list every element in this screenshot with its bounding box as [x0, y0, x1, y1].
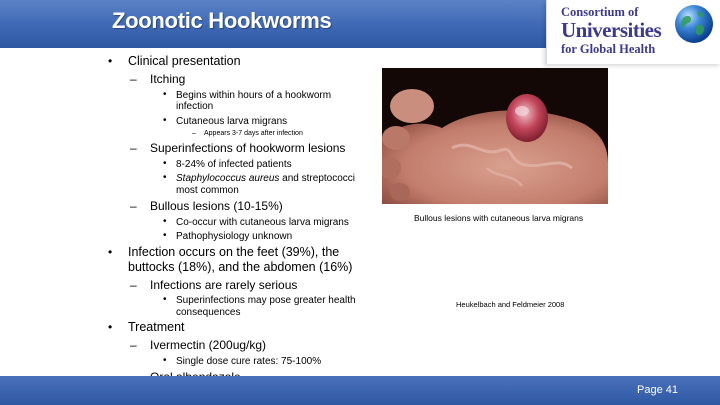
foot-lesion-image	[382, 68, 608, 204]
consortium-logo	[546, 0, 720, 64]
list-item: • Superinfections may pose greater health consequences	[163, 294, 356, 318]
globe-icon	[674, 4, 714, 44]
list-item: – Superinfections of hookworm lesions	[130, 141, 346, 155]
list-item: – Bullous lesions (10-15%)	[130, 199, 283, 213]
list-item: • Begins within hours of a hookworm infection	[163, 88, 332, 112]
list-item: • Cutaneous larva migrans	[163, 114, 288, 127]
list-item: • Single dose cure rates: 75-100%	[163, 354, 322, 367]
figure-caption: Bullous lesions with cutaneous larva migrans	[414, 213, 584, 223]
list-item: – Infections are rarely serious	[130, 277, 298, 292]
list-item: • 8-24% of infected patients	[163, 157, 292, 170]
list-item: • Treatment	[108, 320, 185, 334]
slide-title: Zoonotic Hookworms	[112, 8, 332, 33]
list-item: – Itching	[130, 72, 186, 86]
figure-citation: Heukelbach and Feldmeier 2008	[456, 300, 565, 309]
page-number: Page 41	[637, 384, 678, 396]
logo-text	[561, 6, 661, 55]
logo-line-2: Universities	[561, 17, 662, 42]
footer-bar	[0, 376, 720, 405]
lesion-photo	[382, 68, 608, 204]
list-item: • Infection occurs on the feet (39%), the buttocks (18%), and the abdomen (16%)	[108, 244, 353, 274]
logo-line-1: Consortium of	[561, 5, 639, 19]
bullet-list	[108, 52, 370, 399]
list-item: • Pathophysiology unknown	[163, 230, 293, 242]
list-item: • Staphylococcus aureus and streptococci most common	[163, 172, 356, 196]
list-item: • Co-occur with cutaneous larva migrans	[163, 215, 349, 228]
logo-line-3: for Global Health	[561, 41, 656, 56]
list-item: – Ivermectin (200ug/kg)	[130, 338, 267, 352]
list-item: • Clinical presentation	[108, 54, 241, 68]
list-item: – Appears 3-7 days after infection	[192, 130, 303, 137]
